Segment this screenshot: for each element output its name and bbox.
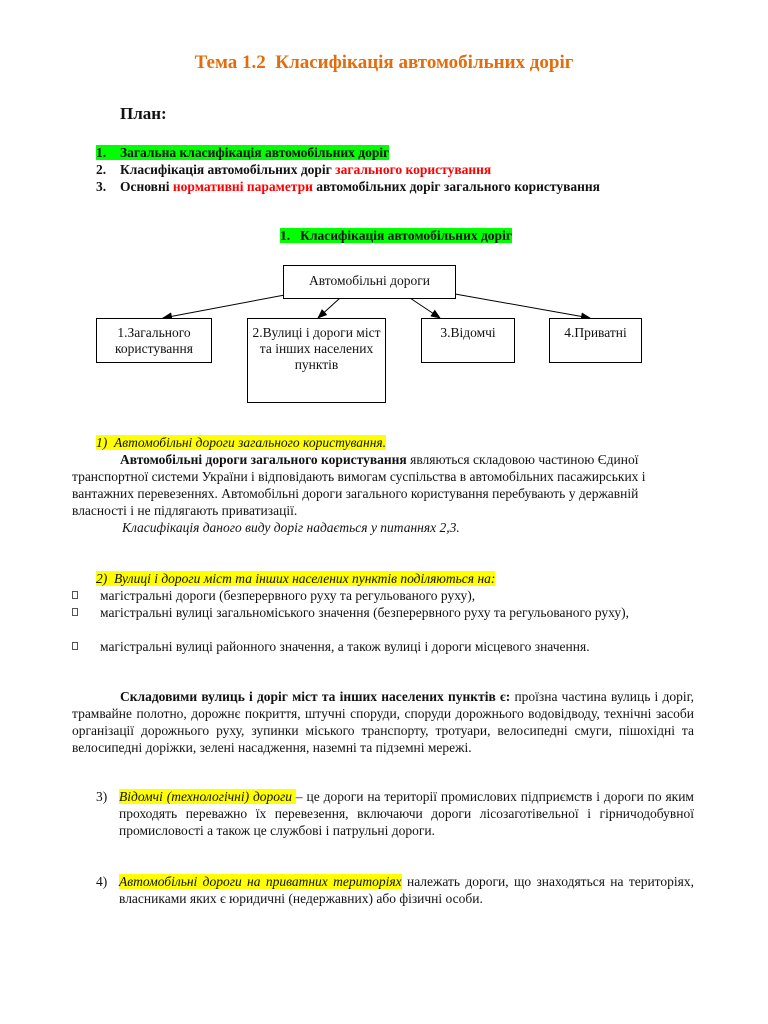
bullet-text: магістральні вулиці районного значення, а також вулиці і дороги місцевого значення. [100, 639, 590, 654]
components-text: проїзна частина вулиць і доріг, трамвайне полотно, дорожнє покриття, штучні споруди, споруди дорожнього водовідводу, технічні засоби організації дорожнього руху, зупинки міського транспорту, тротуари, велосипедні смуги, пішохідні та велосипедні доріжки, зелені насадження, наземні та підземні мережі. [72, 689, 695, 755]
diagram-root-box: Автомобільні дороги [283, 265, 456, 299]
arrow-to-box-1 [163, 294, 290, 318]
diagram-box-city-streets: 2.Вулиці і дороги міст та інших населених пунктів [247, 318, 386, 403]
bullet-item [72, 638, 696, 655]
bullet-item [72, 604, 696, 638]
bullet-square-icon [72, 591, 78, 599]
item-4-text: належать дороги, що знаходяться на територіях, власниками яких є юридичні (недержавних) або фізичні особи. [119, 874, 694, 906]
components-paragraph [72, 688, 694, 756]
plan-item-number: 3. [96, 179, 107, 194]
bullet-square-icon [72, 608, 78, 616]
item-1-heading-text: Автомобільні дороги загального користування. [114, 435, 387, 450]
bullet-text: магістральні вулиці загальноміського значення (безперервного руху та регульованого руху), [100, 605, 629, 620]
item-3-highlight: Відомчі (технологічні) дороги [119, 789, 296, 804]
item-4 [96, 873, 694, 909]
page-title: Тема 1.2 Класифікація автомобільних доріг [194, 52, 574, 73]
item-4-number: 4) [96, 874, 108, 889]
item-3-number: 3) [96, 789, 108, 804]
plan-item-number: 2. [96, 162, 107, 177]
arrow-to-box-4 [455, 294, 590, 318]
item-2-heading-text: Вулиці і дороги міст та інших населених пунктів поділяються на: [114, 571, 496, 586]
plan-item-text-tail: автомобільних доріг загального користування [312, 179, 600, 194]
item-1-note: Класифікація даного виду доріг надається у питаннях 2,3. [122, 520, 460, 535]
bullet-item [72, 587, 696, 604]
diagram-box-departmental: 3.Відомчі [421, 318, 515, 363]
item-3-text: – це дороги на території промислових підприємств і дороги по яким проходять переважно їх перевезення, включаючи дороги лісозаготівельної і гірничодобувної промисловості а також це службові і патрульні дороги. [119, 789, 694, 838]
section-number: 1. [280, 228, 291, 243]
item-3 [96, 788, 694, 858]
section-title: Класифікація автомобільних доріг [300, 228, 512, 243]
arrow-to-box-2 [318, 298, 340, 318]
item-1-heading [96, 434, 386, 451]
diagram-box-public-roads: 1.Загального користування [96, 318, 212, 363]
diagram-box-private: 4.Приватні [549, 318, 642, 363]
plan-item-number: 1. [96, 145, 107, 160]
item-1-number: 1) [96, 435, 108, 450]
item-4-highlight: Автомобільні дороги на приватних територіях [119, 874, 402, 889]
plan-item-text: Основні [120, 179, 173, 194]
item-1-text: являються складовою частиною Єдиної транспортної системи України і відповідають вимогам суспільства в автомобільних пасажирських і вантажних перевезеннях. Автомобільні дороги загального користування перебувають у державній власності і не підлягають приватизації. [72, 452, 646, 518]
bullet-square-icon [72, 642, 78, 650]
item-1-paragraph [72, 451, 688, 519]
plan-item-text: Загальна класифікація автомобільних доріг [120, 145, 390, 160]
plan-item-red-text: нормативні параметри [172, 179, 313, 194]
plan-item-text: Класифікація автомобільних доріг [120, 162, 336, 177]
components-bold-lead: Складовими вулиць і доріг міст та інших населених пунктів є: [120, 689, 511, 704]
bullet-text: магістральні дороги (безперервного руху та регульованого руху), [100, 588, 476, 603]
arrow-to-box-3 [410, 298, 440, 318]
item-1-bold-lead: Автомобільні дороги загального користування [120, 452, 407, 467]
plan-heading: План: [120, 104, 167, 123]
plan-item-red-text: загального користування [335, 162, 492, 177]
item-2-heading [96, 570, 495, 587]
item-2-number: 2) [96, 571, 108, 586]
